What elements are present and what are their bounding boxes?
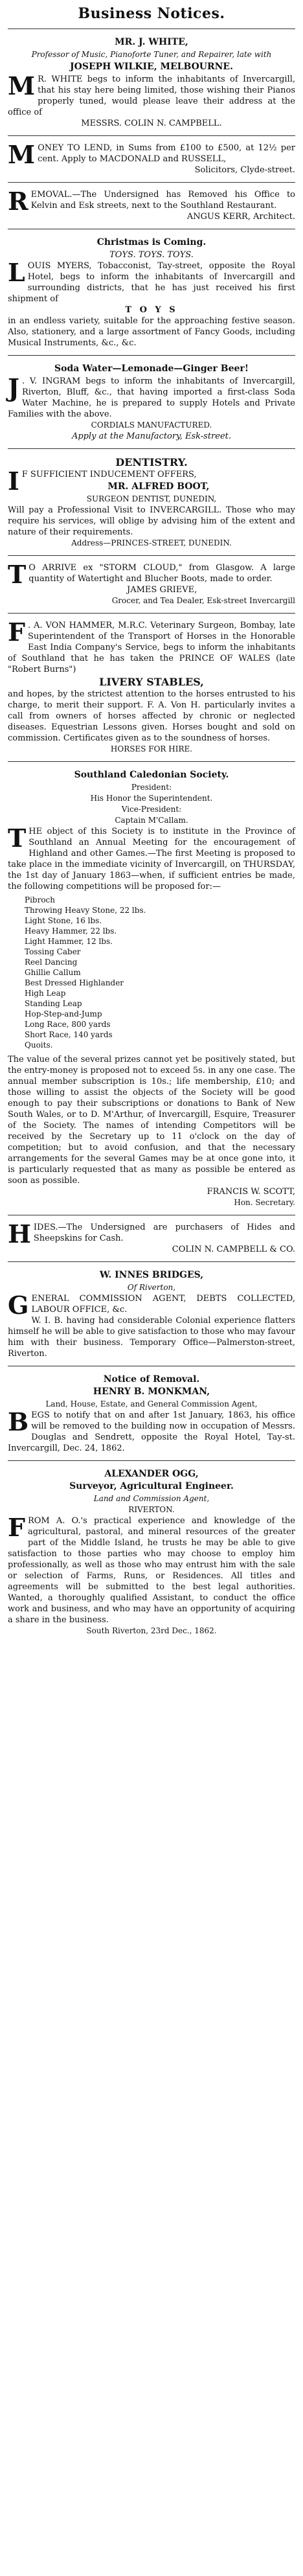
- ad-body: [8, 617, 295, 675]
- divider: [8, 613, 295, 614]
- ad-body-text: ENERAL COMMISSION AGENT, DEBTS COLLECTED, LABOUR OFFICE, &c.: [31, 1294, 295, 1315]
- dropcap: J: [8, 373, 19, 402]
- divider: [8, 135, 295, 136]
- officer-line: Vice-President:: [121, 805, 182, 814]
- ad-body: [8, 373, 295, 420]
- ad-footer: COLIN N. CAMPBELL & CO.: [172, 1245, 295, 1254]
- ad-footer: Apply at the Manufactory, Esk-street.: [71, 431, 232, 441]
- ad-subheadline: JAMES GRIEVE,: [127, 585, 197, 595]
- ad-headline: ALEXANDER OGG,: [104, 1469, 199, 1479]
- ad-subheadline-2: Land, House, Estate, and General Commission Agent,: [45, 1399, 258, 1409]
- ad-body: [8, 1515, 295, 1626]
- dropcap: F: [8, 617, 25, 647]
- dropcap: M: [8, 71, 36, 100]
- ad-body-text: . V. INGRAM begs to inform the inhabitants of Invercargill, Riverton, Bluff, &c., that having imported a first-class Soda Water Machine, he is prepared to supply Hotels and Private Families with the above.: [8, 376, 295, 419]
- ad-footer: Solicitors, Clyde-street.: [194, 165, 295, 175]
- ad-body-2: Will pay a Professional Visit to INVERCARGILL. Those who may require his services, will oblige by advising him of the extent and nature of their requirements.: [8, 505, 295, 537]
- event-item: Long Race, 800 yards: [25, 1020, 111, 1029]
- ad-headline: Soda Water—Lemonade—Ginger Beer!: [54, 363, 249, 374]
- event-item: Tossing Caber: [25, 947, 81, 956]
- events-list: [25, 895, 295, 1050]
- divider: [8, 1261, 295, 1262]
- event-item: Heavy Hammer, 22 lbs.: [25, 926, 117, 936]
- ad-headline: Notice of Removal.: [103, 1374, 200, 1385]
- ad-body-2: W. I. B. having had considerable Colonial experience flatters himself he will be able to give satisfaction to those who may favour him with their business. Temporary Office—Palmerston-street, Riverton.: [8, 1316, 295, 1359]
- event-item: Light Stone, 16 lbs.: [25, 916, 102, 925]
- divider: [8, 1460, 295, 1461]
- masthead-title: Business Notices.: [78, 5, 225, 22]
- ad-body-text: IDES.—The Undersigned are purchasers of Hides and Sheepskins for Cash.: [33, 1223, 295, 1243]
- ad-footer: South Riverton, 23rd Dec., 1862.: [86, 1626, 217, 1635]
- dropcap: T: [8, 560, 27, 589]
- ad-footer-2: Hon. Secretary.: [234, 1198, 295, 1207]
- ad-body-text: ROM A. O.'s practical experience and knowledge of the agricultural, pastoral, and mineral resources of the greater part of the Middle Island, he trusts he may be able to give satisfaction to those parties who may choose to employ him professionally, as well as those who may entrust him with the sale or selection of Farms, Runs, or Residences. All titles and agreements will be submitted to the best legal authorities. Wanted, a thoroughly qualified Assistant, to conduct the office work and business, and who may have an opportunity of acquiring a share in the business.: [8, 1516, 295, 1625]
- ad-subheadline-2: SURGEON DENTIST, DUNEDIN,: [86, 494, 217, 503]
- ad-headline: Christmas is Coming.: [96, 237, 207, 247]
- dropcap: B: [8, 1407, 29, 1436]
- officer-line: Captain M'Callam.: [115, 816, 188, 825]
- ad-subheadline: TOYS. TOYS. TOYS.: [109, 250, 194, 260]
- ad-hides: [8, 1219, 295, 1255]
- ad-ogg: [8, 1467, 295, 1637]
- ad-bridges: [8, 1269, 295, 1359]
- event-item: Ghillie Callum: [25, 968, 81, 977]
- ad-caledonian: [8, 768, 295, 1208]
- ad-hammer: [8, 617, 295, 755]
- event-item: Quoits.: [25, 1041, 53, 1050]
- ad-subheadline-2: Land and Commission Agent,: [93, 1494, 210, 1503]
- ad-footer: HORSES FOR HIRE.: [110, 744, 193, 753]
- ad-body-text: R. WHITE begs to inform the inhabitants of Invercargill, that his stay here being limited, those wishing their Pianos properly tuned, would please leave their address at the office of: [8, 75, 295, 117]
- ad-body-2: in an endless variety, suitable for the approaching festive season. Also, stationery, and a large assortment of Fancy Goods, including Musical Instruments, &c., &c.: [8, 316, 295, 348]
- ad-body-text: EGS to notify that on and after 1st January, 1863, his office will be removed to the building now in occupation of Messrs. Douglas and Sendrett, opposite the Royal Hotel, Tay-st. Invercargill, Dec. 24, 1862.: [8, 1410, 295, 1453]
- officer-line: President:: [131, 783, 172, 792]
- divider: [8, 355, 295, 356]
- event-item: Best Dressed Highlander: [25, 978, 124, 987]
- ad-body-text: ONEY TO LEND, in Sums from £100 to £500, at 12½ per cent. Apply to MACDONALD and RUSSELL,: [38, 143, 295, 164]
- ad-body: [8, 1219, 295, 1248]
- ad-footer: FRANCIS W. SCOTT,: [207, 1187, 295, 1197]
- ad-monkman: [8, 1373, 295, 1454]
- ad-boot: [8, 455, 295, 549]
- event-item: High Leap: [25, 989, 66, 998]
- ad-ingram: [8, 362, 295, 442]
- divider: [8, 555, 295, 556]
- event-item: Reel Dancing: [25, 958, 78, 967]
- dropcap: H: [8, 1219, 31, 1248]
- ad-headline: W. INNES BRIDGES,: [99, 1270, 204, 1280]
- event-item: Hop-Step-and-Jump: [25, 1009, 102, 1018]
- dropcap: G: [8, 1291, 29, 1320]
- ad-subheadline-3: RIVERTON.: [128, 1505, 175, 1514]
- ad-body-text: O ARRIVE ex "STORM CLOUD," from Glasgow. A large quantity of Watertight and Blucher Boots, made to order.: [28, 563, 295, 584]
- divider: [8, 182, 295, 183]
- ad-grieve: [8, 562, 295, 606]
- ad-subheadline: Of Riverton,: [127, 1283, 176, 1292]
- ad-body-text: HE object of this Society is to institute in the Province of Southland an Annual Meeting for the encouragement of Highland and other Games.—The first Meeting is proposed to take place in the immediate vicinity of Invercargill, on THURSDAY, the 1st day of January 1863—when, if sufficient entries be made, the following competitions will be proposed for:—: [8, 827, 295, 891]
- ad-money: [8, 140, 295, 176]
- dropcap: I: [8, 466, 19, 496]
- ad-footer: Grocer, and Tea Dealer, Esk-street Invercargill: [111, 596, 295, 605]
- ad-subheadline: Surveyor, Agricultural Engineer.: [69, 1481, 234, 1491]
- officer-line: His Honor the Superintendent.: [90, 794, 213, 803]
- ad-subheadline-2: JOSEPH WILKIE, MELBOURNE.: [70, 62, 233, 72]
- ad-subheadline: Professor of Music, Pianoforte Tuner, and Repairer, late with: [31, 50, 272, 59]
- event-item: Throwing Heavy Stone, 22 lbs.: [25, 906, 146, 915]
- ad-footer: MESSRS. COLIN N. CAMPBELL.: [81, 119, 222, 128]
- ad-body: [8, 71, 295, 118]
- ad-body: [8, 140, 295, 169]
- event-item: Short Race, 140 yards: [25, 1030, 113, 1039]
- ad-myers: [8, 236, 295, 349]
- event-item: Standing Leap: [25, 999, 82, 1008]
- ad-white: [8, 36, 295, 129]
- ad-body: [8, 187, 295, 216]
- ad-headline: Southland Caledonian Society.: [74, 770, 229, 780]
- ad-body: [8, 560, 295, 589]
- event-item: Light Hammer, 12 lbs.: [25, 937, 113, 946]
- ad-mid: T O Y S: [125, 305, 178, 315]
- ad-footer: Address—PRINCES-STREET, DUNEDIN.: [71, 538, 232, 547]
- ad-headline: DENTISTRY.: [115, 456, 188, 468]
- ad-footer: ANGUS KERR, Architect.: [186, 212, 295, 222]
- ad-body-text: F SUFFICIENT INDUCEMENT OFFERS,: [21, 470, 197, 479]
- ad-body: [8, 260, 295, 305]
- dropcap: R: [8, 187, 28, 216]
- ad-headline: MR. J. WHITE,: [115, 37, 188, 47]
- divider: [8, 761, 295, 762]
- divider: [8, 448, 295, 449]
- ad-body: [8, 1407, 295, 1454]
- dropcap: F: [8, 1513, 25, 1542]
- ad-mid: LIVERY STABLES,: [99, 676, 204, 688]
- ad-body-text: . A. VON HAMMER, M.R.C. Veterinary Surgeon, Bombay, late Superintendent of the Transport of Horses in the Honorable East India Company's Service, begs to inform the inhabitants of Southland that he has taken the PRINCE OF WALES (late "Robert Burns"): [8, 621, 295, 674]
- dropcap: L: [8, 258, 25, 287]
- dropcap: M: [8, 140, 36, 169]
- ad-mid: CORDIALS MANUFACTURED.: [91, 420, 212, 430]
- event-item: Pibroch: [25, 895, 56, 904]
- ad-body: [8, 823, 295, 892]
- ad-body-text: OUIS MYERS, Tobacconist, Tay-street, opposite the Royal Hotel, begs to inform the inhabitants of Invercargill and surrounding districts, that he has just received his first shipment of: [8, 261, 295, 304]
- ad-body-text: EMOVAL.—The Undersigned has Removed his Office to Kelvin and Esk streets, next to the Southland Restaurant.: [30, 190, 295, 211]
- dropcap: T: [8, 823, 27, 853]
- ad-body-2: The value of the several prizes cannot yet be positively stated, but the entry-money is proposed not to exceed 5s. in any one case. The annual member subscription is 10s.; life membership, £10; and those willing to assist the objects of the Society will be good enough to pay their subscriptions or donations to Bank of New South Wales, or to D. M'Arthur, of Invercargill, Esquire, Treasurer of the Society. The names of intending Competitors will be received by the Secretary up to 11 o'clock on the day of competition; but to avoid confusion, and that the necessary arrangements for the several Games may be at once gone into, it is particularly requested that as many as possible be entered as soon as possible.: [8, 1055, 295, 1186]
- ad-body: [8, 1291, 295, 1320]
- ad-subheadline: MR. ALFRED BOOT,: [107, 481, 210, 492]
- ad-body-2: and hopes, by the strictest attention to the horses entrusted to his charge, to merit their support. F. A. Von H. particularly invites a call from owners of horses affected by chronic or neglected diseases. Equestrian Lessons given. Horses bought and sold on commission. Certificates given as to the soundness of horses.: [8, 689, 295, 743]
- ad-kerr: [8, 189, 295, 222]
- ad-subheadline: HENRY B. MONKMAN,: [93, 1386, 210, 1397]
